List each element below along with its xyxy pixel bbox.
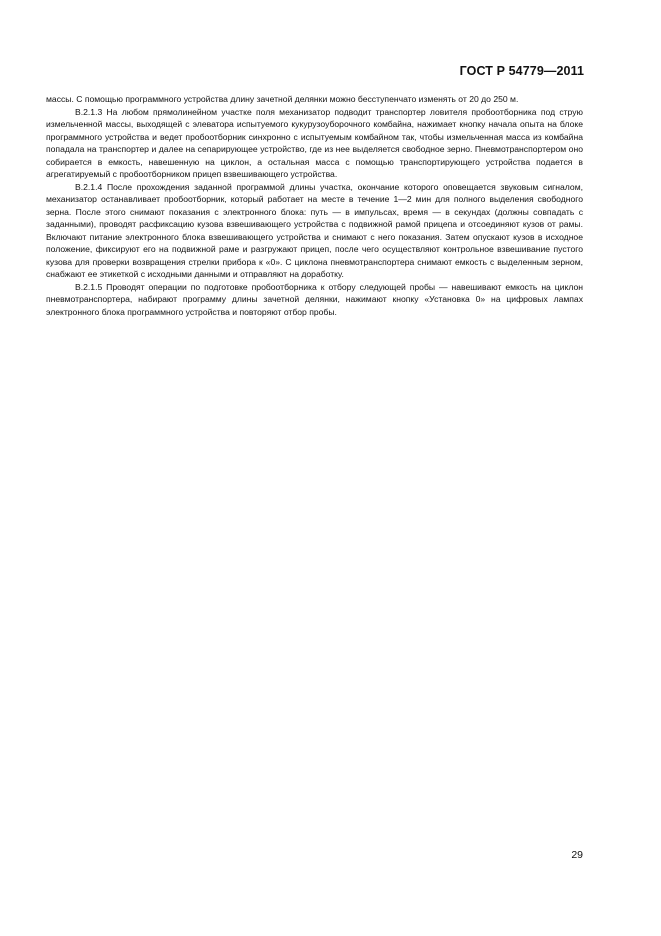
paragraph-b-2-1-3: В.2.1.3 На любом прямолинейном участке поля механизатор подводит транспортер ловителя пробоотборника под струю измельченной массы, выходящей с элеватора испытуемого кукурузоуборочного комбайна, нажимает кнопку начала опыта на блоке программного устройства и ведет пробоотборник синхронно с испытуемым комбайном так, чтобы измельченная масса из комбайна попадала на транспортер и далее на сепарирующее устройство, где из нее выделяется свободное зерно. Пневмотранспортером оно собирается в емкость, навешенную на циклон, а остальная масса с помощью транспортирующего устройства подается в агрегатируемый с пробоотборником прицеп взвешивающего устройства.: [46, 106, 583, 179]
page-number: 29: [571, 849, 583, 861]
paragraph-b-2-1-5: В.2.1.5 Проводят операции по подготовке пробоотборника к отбору следующей пробы — навешивают емкость на циклон пневмотранспортера, набирают программу длины зачетной делянки, нажимают кнопку «Установка 0» на цифровых лампах электронного блока программного устройства и повторяют отбор пробы.: [46, 281, 583, 317]
body-text: [46, 93, 583, 318]
paragraph-b-2-1-4: В.2.1.4 После прохождения заданной программой длины участка, окончание которого оповещается звуковым сигналом, механизатор останавливает пробоотборник, который работает на месте в течение 1—2 мин для полного выделения свободного зерна. После этого снимают показания с электронного блока: путь — в импульсах, время — в секундах (должны совпадать с заданными), проводят расфиксацию кузова взвешивающего устройства с подвижной рамой прицепа и отсоединяют кузов от рамы. Включают питание электронного блока взвешивающего устройства и снимают с него показания. Затем опускают кузов в исходное положение, фиксируют его на подвижной раме и разгружают прицеп, после чего осуществляют контрольное взвешивание пустого кузова для проверки возвращения стрелки прибора к «0». С циклона пневмотранспортера снимают емкость с выделенным зерном, снабжают ее этикеткой с исходными данными и отправляют на доработку.: [46, 181, 583, 279]
paragraph-continuation: массы. С помощью программного устройства длину зачетной делянки можно бесступенчато изменять от 20 до 250 м.: [46, 94, 519, 104]
standard-header: ГОСТ Р 54779—2011: [459, 64, 584, 78]
